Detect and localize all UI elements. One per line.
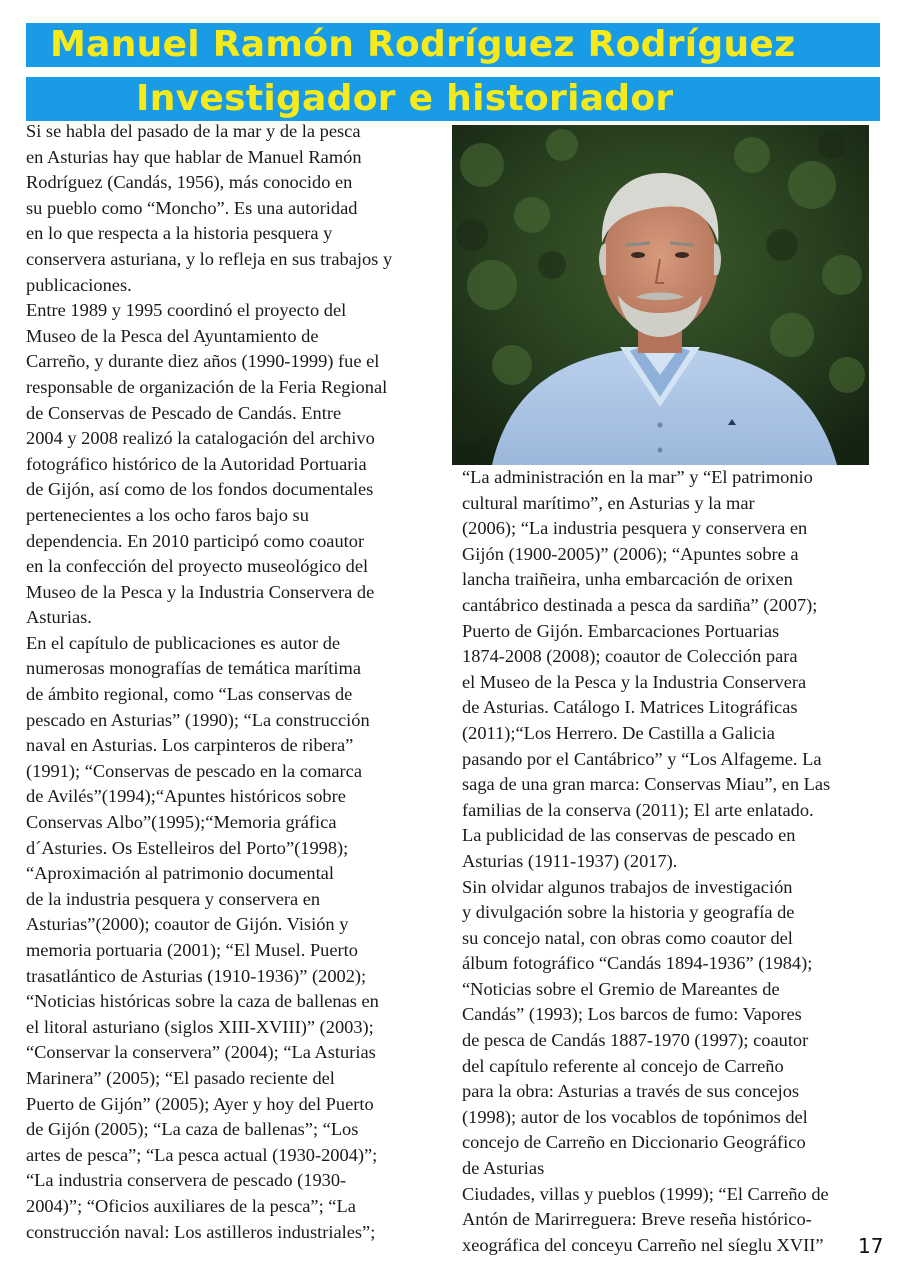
text-line: numerosas monografías de temática marítima: [26, 658, 362, 679]
text-line: “Noticias sobre el Gremio de Mareantes de: [462, 978, 780, 999]
article-title: Manuel Ramón Rodríguez Rodríguez: [50, 24, 796, 65]
text-line: La publicidad de las conservas de pescado en: [462, 825, 796, 846]
text-line: lancha traiñeira, unha embarcación de orixen: [462, 569, 793, 590]
text-line: del capítulo referente al concejo de Carreño: [462, 1055, 784, 1076]
portrait-illustration: [452, 125, 869, 465]
text-line: pescado en Asturias” (1990); “La construcción: [26, 709, 370, 730]
text-line: Candás” (1993); Los barcos de fumo: Vapores: [462, 1004, 802, 1025]
text-line: el litoral asturiano (siglos XIII-XVIII)” (2003);: [26, 1016, 374, 1037]
text-line: cantábrico destinada a pesca da sardiña” (2007);: [462, 594, 818, 615]
text-line: fotográfico histórico de la Autoridad Portuaria: [26, 453, 367, 474]
text-line: Museo de la Pesca del Ayuntamiento de: [26, 325, 319, 346]
text-line: de Asturias. Catálogo I. Matrices Litográficas: [462, 697, 798, 718]
text-line: de pesca de Candás 1887-1970 (1997); coautor: [462, 1030, 809, 1051]
text-line: “La administración en la mar” y “El patrimonio: [462, 467, 813, 487]
text-line: Conservas Albo”(1995);“Memoria gráfica: [26, 812, 337, 833]
text-line: el Museo de la Pesca y la Industria Conservera: [462, 671, 807, 692]
text-line: de Conservas de Pescado de Candás. Entre: [26, 402, 342, 423]
text-line: d´Asturies. Os Estelleiros del Porto”(1998);: [26, 837, 349, 858]
text-line: en lo que respecta a la historia pesquera y: [26, 223, 333, 244]
text-line: en la confección del proyecto museológico del: [26, 556, 369, 577]
text-line: En el capítulo de publicaciones es autor de: [26, 632, 341, 653]
text-line: su concejo natal, con obras como coautor del: [462, 927, 793, 948]
text-line: “Noticias históricas sobre la caza de ballenas en: [26, 991, 379, 1012]
text-line: (1998); autor de los vocablos de topónimos del: [462, 1106, 808, 1127]
text-line: Carreño, y durante diez años (1990-1999) fue el: [26, 351, 380, 372]
text-line: naval en Asturias. Los carpinteros de ribera”: [26, 735, 354, 756]
text-line: construcción naval: Los astilleros industriales”;: [26, 1221, 376, 1242]
text-line: Museo de la Pesca y la Industria Conservera de: [26, 581, 375, 602]
text-line: conservera asturiana, y lo refleja en sus trabajos y: [26, 248, 393, 269]
text-line: pasando por el Cantábrico” y “Los Alfageme. La: [462, 748, 822, 769]
text-line: en Asturias hay que hablar de Manuel Ramón: [26, 146, 362, 167]
text-line: 1874-2008 (2008); coautor de Colección para: [462, 646, 798, 667]
left-text-column: [26, 119, 450, 1245]
text-line: “La industria conservera de pescado (1930-: [26, 1170, 347, 1191]
text-line: Puerto de Gijón. Embarcaciones Portuarias: [462, 620, 780, 641]
text-line: trasatlántico de Asturias (1910-1936)” (2002);: [26, 965, 367, 986]
text-line: Marinera” (2005); “El pasado reciente del: [26, 1067, 335, 1088]
text-line: de Gijón, así como de los fondos documentales: [26, 479, 374, 500]
text-line: Sin olvidar algunos trabajos de investigación: [462, 876, 793, 897]
text-line: responsable de organización de la Feria Regional: [26, 376, 388, 397]
text-line: de Asturias: [462, 1158, 545, 1179]
text-line: 2004 y 2008 realizó la catalogación del archivo: [26, 428, 375, 449]
text-line: (2006); “La industria pesquera y conservera en: [462, 518, 808, 539]
text-line: de ámbito regional, como “Las conservas de: [26, 684, 353, 705]
text-line: (2011);“Los Herrero. De Castilla a Galicia: [462, 722, 775, 743]
text-line: xeográfica del conceyu Carreño nel síeglu XVII”: [462, 1234, 824, 1255]
text-line: “Aproximación al patrimonio documental: [26, 863, 334, 884]
text-line: de la industria pesquera y conservera en: [26, 888, 321, 909]
text-line: Puerto de Gijón” (2005); Ayer y hoy del Puerto: [26, 1093, 374, 1114]
text-line: Asturias”(2000); coautor de Gijón. Visión y: [26, 914, 349, 935]
portrait-photo: [452, 125, 869, 465]
title-banner: [26, 23, 880, 67]
text-line: Si se habla del pasado de la mar y de la pesca: [26, 121, 361, 141]
text-line: Asturias (1911-1937) (2017).: [462, 850, 678, 871]
text-line: para la obra: Asturias a través de sus concejos: [462, 1081, 800, 1102]
text-line: dependencia. En 2010 participó como coautor: [26, 530, 365, 551]
text-line: cultural marítimo”, en Asturias y la mar: [462, 492, 755, 513]
text-line: 2004)”; “Oficios auxiliares de la pesca”; “La: [26, 1195, 356, 1216]
text-line: Gijón (1900-2005)” (2006); “Apuntes sobre a: [462, 543, 799, 564]
page-number: 17: [858, 1234, 884, 1258]
article-subtitle: Investigador e historiador: [136, 78, 674, 119]
text-line: familias de la conserva (2011); El arte enlatado.: [462, 799, 814, 820]
text-line: (1991); “Conservas de pescado en la comarca: [26, 760, 362, 781]
text-line: pertenecientes a los ocho faros bajo su: [26, 504, 309, 525]
text-line: “Conservar la conservera” (2004); “La Asturias: [26, 1042, 376, 1063]
text-line: de Gijón (2005); “La caza de ballenas”; “Los: [26, 1119, 359, 1140]
subtitle-banner: [26, 77, 880, 121]
text-line: publicaciones.: [26, 274, 132, 295]
text-line: Asturias.: [26, 607, 92, 628]
text-line: Ciudades, villas y pueblos (1999); “El Carreño de: [462, 1183, 829, 1204]
text-line: su pueblo como “Moncho”. Es una autoridad: [26, 197, 358, 218]
text-line: concejo de Carreño en Diccionario Geográfico: [462, 1132, 806, 1153]
right-text-column: [462, 465, 882, 1258]
text-line: Rodríguez (Candás, 1956), más conocido en: [26, 172, 353, 193]
text-line: saga de una gran marca: Conservas Miau”, en Las: [462, 774, 831, 795]
text-line: y divulgación sobre la historia y geografía de: [462, 902, 795, 923]
text-line: artes de pesca”; “La pesca actual (1930-2004)”;: [26, 1144, 378, 1165]
text-line: de Avilés”(1994);“Apuntes históricos sobre: [26, 786, 346, 807]
text-line: Entre 1989 y 1995 coordinó el proyecto del: [26, 300, 347, 321]
text-line: Antón de Marirreguera: Breve reseña histórico-: [462, 1209, 812, 1230]
text-line: álbum fotográfico “Candás 1894-1936” (1984);: [462, 953, 813, 974]
text-line: memoria portuaria (2001); “El Musel. Puerto: [26, 940, 358, 960]
